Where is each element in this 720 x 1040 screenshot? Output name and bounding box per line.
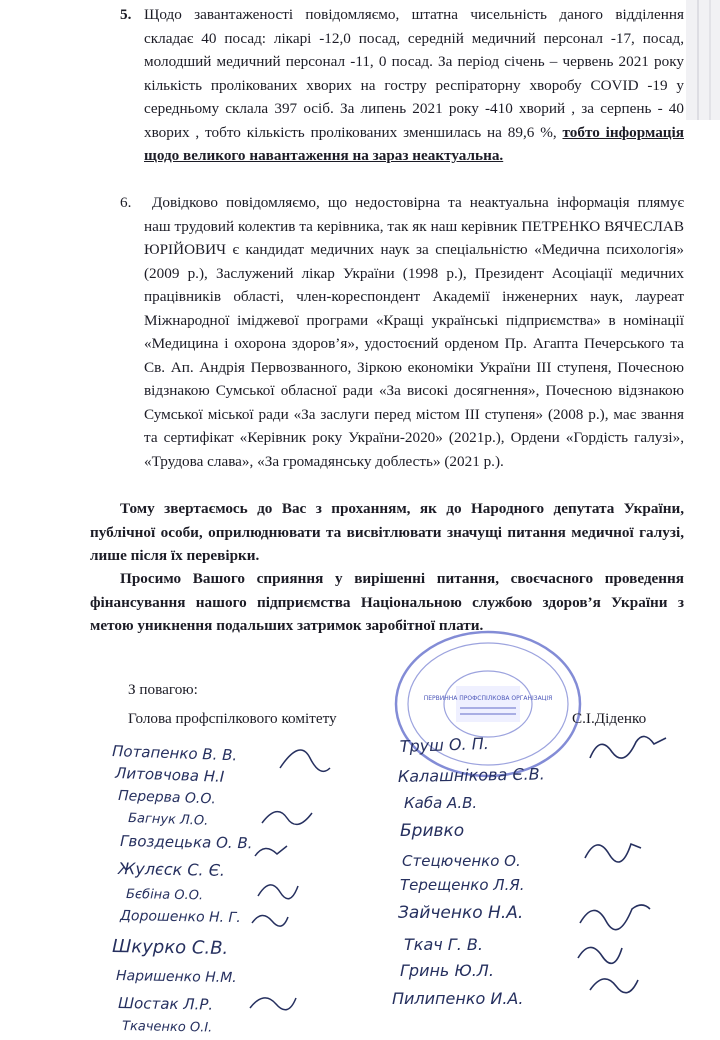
handwritten-signature: Каба А.В. (404, 794, 478, 812)
item-number: 6. (120, 194, 132, 211)
left-signature-column (112, 742, 330, 1036)
handwritten-signature: Гвоздецька О. В. (119, 832, 253, 853)
workload-conclusion: тобто інформація щодо великого навантаження на зараз неактуальна. (144, 123, 684, 164)
handwritten-signature: Пилипенко И.А. (392, 989, 524, 1008)
workload-text: Щодо завантаженості повідомляємо, штатна чисельність даного відділення складає 40 посад: лікарі -12,0 посад, середній медичний персонал -17, посад, молодший медичний персонал -11, 0 посад. За період січень – червень 2021 року кількість пролікованих хворих на гостру респіраторну хворобу COVID -19 у середньому склала 397 осіб. За липень 2021 року -410 хворий , за серпень - 40 хворих , тобто кількість пролікованих зменшилась на 89,6 %, (144, 6, 684, 141)
handwritten-signature: Труш О. П. (399, 733, 490, 756)
appeal-paragraph: Тому звертаємось до Вас з проханням, як до Народного депутата України, публічної особи, оприлюднювати та висвітлювати значущі питання медичної галузі, лише після їх перевірки. (90, 500, 684, 564)
handwritten-signature: Багнук Л.О. (127, 811, 209, 829)
handwritten-signature: Шкурко С.В. (111, 936, 229, 960)
handwritten-signature: Литовчова Н.І (114, 764, 225, 786)
handwritten-signature: Терещенко Л.Я. (400, 876, 525, 894)
handwritten-signature: Бривко (400, 821, 465, 841)
paragraph-workload (144, 3, 684, 168)
handwritten-signature: Наришенко Н.М. (115, 968, 237, 987)
handwritten-signature: Потапенко В. В. (111, 742, 238, 765)
handwritten-signature: Дорошенко Н. Г. (119, 908, 241, 927)
handwritten-signature: Шостак Л.Р. (117, 994, 214, 1014)
signatory-position: Голова профспілкового комітету (128, 710, 337, 727)
signatory-name: С.І.Діденко (572, 710, 647, 727)
handwritten-signature: Бєбіна О.О. (125, 887, 204, 904)
handwritten-signature: Калашнікова Є.В. (397, 764, 545, 786)
closing-phrase: З повагою: (128, 681, 198, 698)
item-number: 5. (120, 6, 132, 23)
handwritten-signature: Жулєск С. Є. (117, 859, 226, 880)
paragraph-manager-info: Довідково повідомляємо, що недостовірна та неактуальна інформація плямує наш трудовий колектив та керівника, так як наш керівник ПЕТРЕНКО ВЯЧЕСЛАВ ЮРІЙОВИЧ є кандидат медичних наук за спеціальністю «Медична психологія» (2009 р.), Заслужений лікар України (1998 р.), Президент Асоціації медичних працівників області, член-кореспондент Академії інженерних наук, лауреат Міжнародної іміджевої програми «Кращі українські підприємства» в номінації «Медицина і охорона здоров’я», удостоєний орденом Пр. Агапта Печерського та Св. Ап. Андрія Первозванного, Зіркою економіки України ІІІ ступеня, Почесною відзнакою Сумської обласної ради «За високі досягнення», Почесною відзнакою Сумської міської ради «За заслуги перед містом ІІІ ступеня» (2008 р.), має звання та сертифікат «Керівник року України-2020» (2021р.), Ордени «Гордість галузі», «Трудова слава», «За громадянську доблесть» (2021 р.). (144, 194, 684, 470)
handwritten-signature: Ткач Г. В. (404, 935, 483, 954)
request-paragraph: Просимо Вашого сприяння у вирішенні питання, своєчасного проведення фінансування нашого підприємства Національною службою здоров’я України з метою уникнення подальших затримок заробітної плати. (90, 570, 684, 634)
handwritten-signature: Стецюченко О. (402, 852, 521, 870)
handwritten-signature: Гринь Ю.Л. (400, 961, 494, 980)
signature-area (0, 728, 720, 1040)
handwritten-signature: Зайченко Н.А. (398, 903, 524, 923)
stamp-text: ПЕРВИННА ПРОФСПІЛКОВА ОРГАНІЗАЦІЯ (423, 695, 553, 702)
handwritten-signature: Ткаченко О.І. (121, 1019, 213, 1036)
handwritten-signature: Перерва О.О. (117, 788, 217, 808)
right-signature-column (392, 734, 666, 1008)
